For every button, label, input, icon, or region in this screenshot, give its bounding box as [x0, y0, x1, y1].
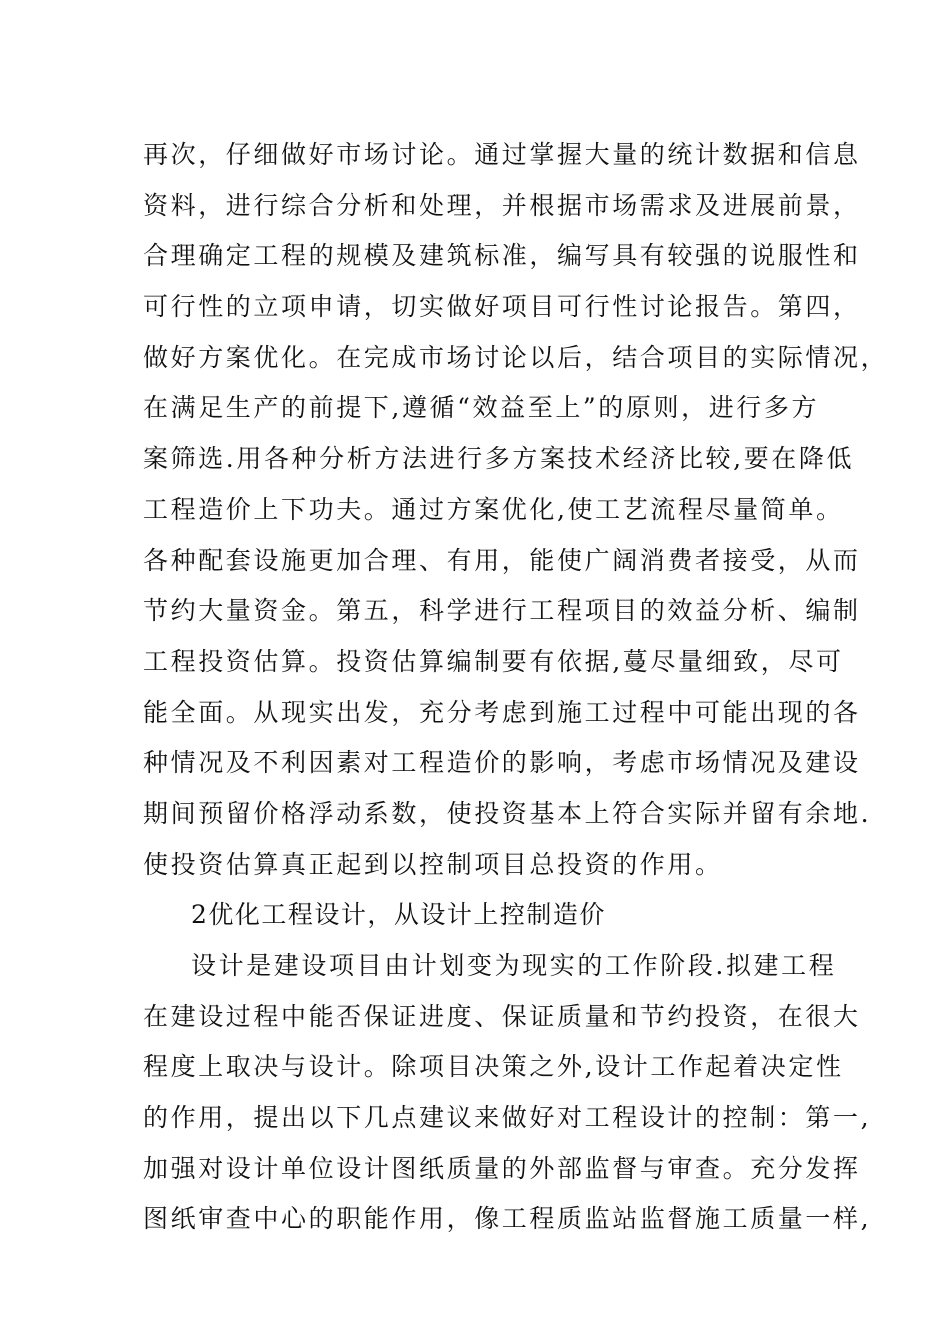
text-line: 使投资估算真正起到以控制项目总投资的作用。: [143, 849, 723, 879]
text-line: 在满足生产的前提下,遵循“效益至上”的原则，进行多方: [143, 393, 820, 423]
text-line: 期间预留价格浮动系数，使投资基本上符合实际并留有余地.: [143, 798, 872, 828]
text-line: 工程投资估算。投资估算编制要有依据,蔓尽量细致，尽可: [143, 646, 844, 676]
text-line: 可行性的立项申请，切实做好项目可行性讨论报告。第四，: [143, 292, 861, 322]
text-line: 节约大量资金。第五，科学进行工程项目的效益分析、编制: [143, 596, 861, 626]
text-line: 的作用，提出以下几点建议来做好对工程设计的控制：第一,: [143, 1103, 872, 1133]
text-line: 资料，进行综合分析和处理，并根据市场需求及进展前景，: [143, 190, 861, 220]
text-line: 工程造价上下功夫。通过方案优化,使工艺流程尽量简单。: [143, 494, 844, 524]
text-line: 能全面。从现实出发，充分考虑到施工过程中可能出现的各: [143, 697, 861, 727]
text-line: 在建设过程中能否保证进度、保证质量和节约投资，在很大: [143, 1001, 861, 1031]
paragraph-first-line: 设计是建设项目由计划变为现实的工作阶段.拟建工程: [191, 951, 837, 980]
text-line: 案筛选.用各种分析方法进行多方案技术经济比较,要在降低: [143, 444, 855, 474]
text-line: 图纸审查中心的职能作用，像工程质监站监督施工质量一样,: [143, 1204, 872, 1234]
document-body: [143, 130, 889, 1245]
text-line: 合理确定工程的规模及建筑标准，编写具有较强的说服性和: [143, 241, 861, 271]
text-line: 加强对设计单位设计图纸质量的外部监督与审查。充分发挥: [143, 1153, 861, 1183]
text-line: 再次，仔细做好市场讨论。通过掌握大量的统计数据和信息: [143, 140, 861, 169]
text-line: 程度上取决与设计。除项目决策之外,设计工作起着决定性: [143, 1052, 844, 1082]
text-line: 各种配套设施更加合理、有用，能使广阔消费者接受，从而: [143, 545, 861, 575]
text-line: 种情况及不利因素对工程造价的影响，考虑市场情况及建设: [143, 748, 861, 778]
section-heading: 2优化工程设计，从设计上控制造价: [191, 900, 606, 930]
text-line: 做好方案优化。在完成市场讨论以后，结合项目的实际情况，: [143, 342, 889, 372]
